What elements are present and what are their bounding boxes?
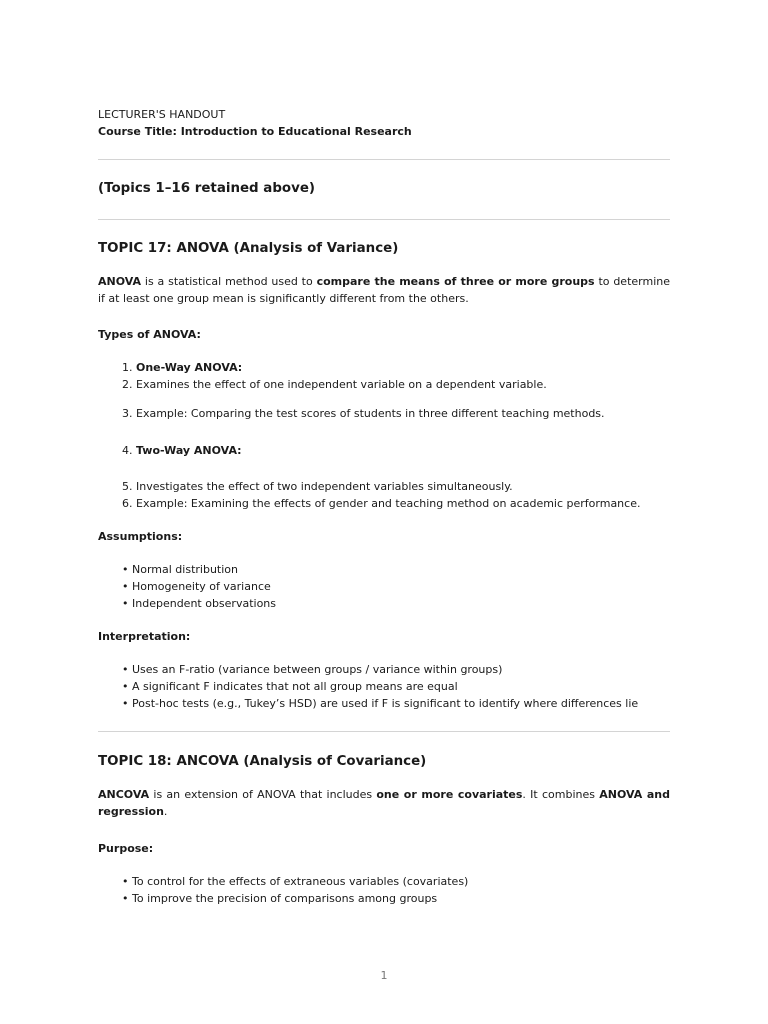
topic18-intro: ANCOVA is an extension of ANOVA that includes one or more covariates. It combines ANOVA and regression. <box>98 788 671 818</box>
handout-label: LECTURER'S HANDOUT <box>98 108 226 121</box>
divider <box>98 219 670 220</box>
divider <box>98 159 670 160</box>
types-list <box>98 359 670 512</box>
topic17-heading: TOPIC 17: ANOVA (Analysis of Variance) <box>98 241 399 256</box>
list-item: 5. Investigates the effect of two independent variables simultaneously. <box>122 480 513 493</box>
interpretation-list <box>98 661 670 712</box>
purpose-list <box>98 873 670 907</box>
list-item: • Uses an F-ratio (variance between groups / variance within groups) <box>122 663 503 676</box>
list-item: 3. Example: Comparing the test scores of students in three different teaching methods. <box>122 407 605 420</box>
assumptions-list <box>98 561 670 612</box>
intro-emphasis: one or more covariates <box>376 788 523 801</box>
assumptions-heading: Assumptions: <box>98 530 183 543</box>
page-number: 1 <box>380 969 388 982</box>
topic18-heading: TOPIC 18: ANCOVA (Analysis of Covariance) <box>98 754 427 769</box>
topic17-intro: ANOVA is a statistical method used to compare the means of three or more groups to determine if at least one group mean is significantly different from the others. <box>98 275 670 305</box>
divider <box>98 731 670 732</box>
list-item: 4. Two-Way ANOVA: <box>122 444 242 457</box>
retained-note: (Topics 1–16 retained above) <box>98 181 316 196</box>
list-item: 2. Examines the effect of one independent variable on a dependent variable. <box>122 378 547 391</box>
list-item: • To control for the effects of extraneous variables (covariates) <box>122 875 469 888</box>
list-item: • Homogeneity of variance <box>122 580 271 593</box>
list-item: • Post-hoc tests (e.g., Tukey’s HSD) are used if F is significant to identify where differences lie <box>122 697 639 710</box>
list-item: • To improve the precision of comparisons among groups <box>122 892 438 905</box>
list-item: • A significant F indicates that not all group means are equal <box>122 680 458 693</box>
list-item: 1. One-Way ANOVA: <box>122 361 243 374</box>
list-item: • Independent observations <box>122 597 277 610</box>
course-title: Course Title: Introduction to Educational Research <box>98 125 412 138</box>
list-item: 6. Example: Examining the effects of gender and teaching method on academic performance. <box>122 497 641 510</box>
handout-page <box>98 106 670 907</box>
term-anova: ANOVA <box>98 275 142 288</box>
purpose-heading: Purpose: <box>98 842 154 855</box>
interpretation-heading: Interpretation: <box>98 630 191 643</box>
intro-emphasis: ANOVA and regression <box>98 788 671 818</box>
types-heading: Types of ANOVA: <box>98 328 201 341</box>
intro-emphasis: compare the means of three or more groups <box>316 275 595 288</box>
list-item: • Normal distribution <box>122 563 238 576</box>
term-ancova: ANCOVA <box>98 788 150 801</box>
